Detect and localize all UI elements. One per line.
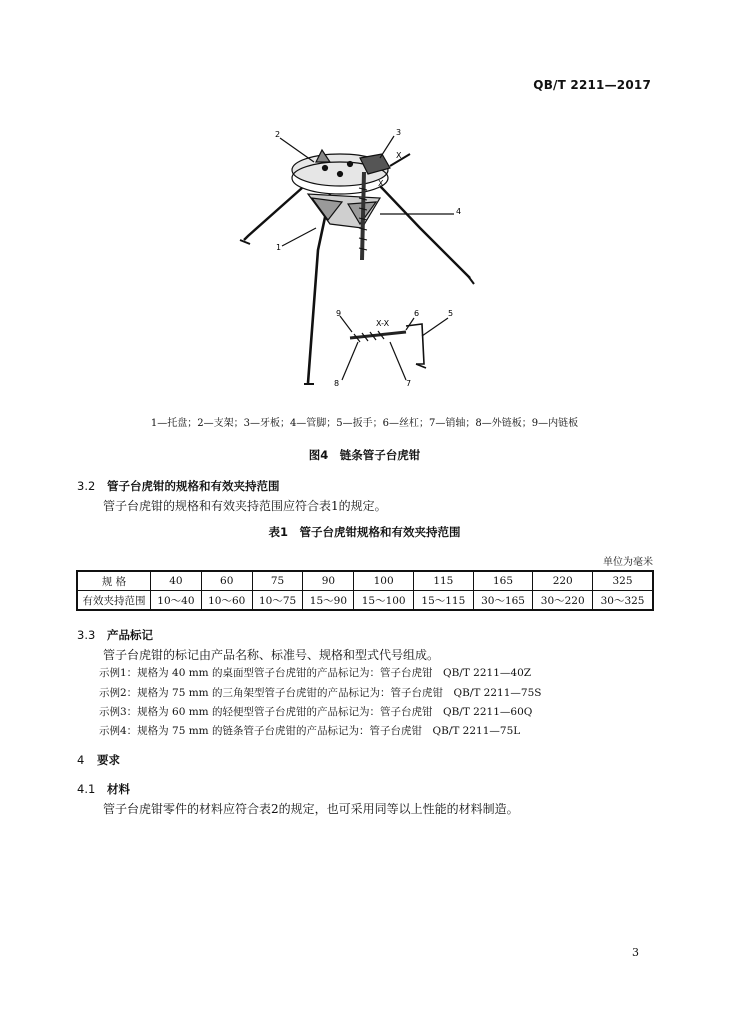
spec-cell: 75 [252,571,303,591]
range-cell: 15～115 [414,591,474,611]
table-1-title: 表1 管子台虎钳规格和有效夹持范围 [268,525,461,539]
section-4-heading [77,752,120,768]
spec-cell: 60 [201,571,252,591]
callout-8: 8 [334,379,340,388]
table-row-range [77,591,653,611]
range-cell: 30～325 [593,591,653,611]
chain-pipe-vise-figure [230,128,500,398]
range-cell: 15～90 [303,591,354,611]
document-code: QB/T 2211—2017 [533,78,651,92]
section-title: 管子台虎钳的规格和有效夹持范围 [107,479,280,493]
spec-cell: 100 [354,571,414,591]
row-header-spec: 规 格 [77,571,151,591]
spec-cell: 40 [151,571,202,591]
example-2: 示例2：规格为 75 mm 的三角架型管子台虎钳的产品标记为：管子台虎钳 QB/T 2211—75S [99,687,542,699]
range-cell: 30～165 [473,591,533,611]
callout-3: 3 [396,128,402,137]
callout-9: 9 [336,309,342,318]
callout-1: 1 [276,243,282,252]
section-mark-x-bottom: X [378,179,384,188]
spec-range-table [76,570,654,611]
example-1: 示例1：规格为 40 mm 的桌面型管子台虎钳的产品标记为：管子台虎钳 QB/T 2211—40Z [99,667,532,679]
range-cell: 30～220 [533,591,593,611]
table-row-spec [77,571,653,591]
section-4-1-heading [77,781,130,797]
callout-5: 5 [448,309,454,318]
spec-cell: 115 [414,571,474,591]
table-unit-note: 单位为毫米 [603,557,653,568]
section-title: 材料 [107,782,130,796]
range-cell: 10～75 [252,591,303,611]
range-cell: 10～60 [201,591,252,611]
figure-title: 图4 链条管子台虎钳 [308,448,421,462]
callout-6: 6 [414,309,420,318]
section-3-3-heading [77,627,153,643]
example-3: 示例3：规格为 60 mm 的轻便型管子台虎钳的产品标记为：管子台虎钳 QB/T 2211—60Q [99,706,533,718]
spec-cell: 165 [473,571,533,591]
spec-cell: 220 [533,571,593,591]
section-number: 4.1 [77,782,96,796]
section-3-3-body: 管子台虎钳的标记由产品名称、标准号、规格和型式代号组成。 [103,648,440,662]
section-number: 3.2 [77,479,96,493]
section-3-2-heading [77,478,280,494]
row-header-range: 有效夹持范围 [77,591,151,611]
figure-caption: 1—托盘；2—支架；3—牙板；4—管脚；5—扳手；6—丝杠；7—销轴；8—外链板；9—内链板 [150,418,579,429]
section-number: 3.3 [77,628,96,642]
range-cell: 10～40 [151,591,202,611]
callout-2: 2 [275,130,281,139]
range-cell: 15～100 [354,591,414,611]
callout-4: 4 [456,207,462,216]
example-4: 示例4：规格为 75 mm 的链条管子台虎钳的产品标记为：管子台虎钳 QB/T 2211—75L [99,725,521,737]
section-number: 4 [77,753,85,767]
section-mark-x-top: X [396,151,402,160]
page-number: 3 [632,946,639,959]
callout-7: 7 [406,379,412,388]
spec-cell: 90 [303,571,354,591]
section-title: 产品标记 [107,628,153,642]
section-label-x-x: X-X [376,319,390,328]
spec-cell: 325 [593,571,653,591]
section-3-2-body: 管子台虎钳的规格和有效夹持范围应符合表1的规定。 [103,499,387,513]
section-4-1-body: 管子台虎钳零件的材料应符合表2的规定，也可采用同等以上性能的材料制造。 [103,802,519,816]
section-title: 要求 [97,753,120,767]
